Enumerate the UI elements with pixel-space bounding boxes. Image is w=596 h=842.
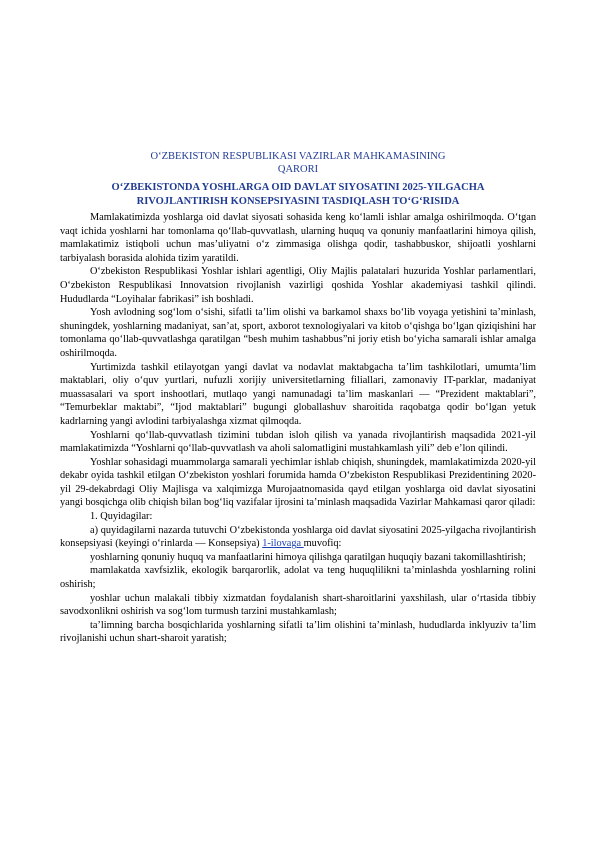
paragraph: Yoshlar sohasidagi muammolarga samarali yechimlar ishlab chiqish, shuningdek, mamlakatimizda 2020-yil dekabr oyida tashkil etilgan O‘zbekiston yoshlari forumida hamda O‘zbekiston Respublikasi Prezidentining 2020-yil 29-dekabrdagi Oliy Majlisga va xalqimizga Murojaatnomasida qayd etilgan yoshlarga oid davlat siyosatini yangi bosqichga olib chiqish bilan bog‘liq vazifalar ijrosini ta’minlash maqsadida Vazirlar Mahkamasi qaror qiladi: xyxy=(60,456,536,509)
item-a-tail: muvofiq: xyxy=(303,538,342,550)
header-issuer: O‘ZBEKISTON RESPUBLIKASI VAZIRLAR MAHKAMASINING xyxy=(150,151,446,162)
list-heading: 1. Quyidagilar: xyxy=(90,511,153,523)
sub-list-item: yoshlar uchun malakali tibbiy xizmatdan foydalanish shart-sharoitlarini yaxshilash, ular o‘rtasida tibbiy savodxonlikni oshirish va sog‘lom turmush tarzini mustahkamlash; xyxy=(60,592,536,618)
sub-list-item: ta’limning barcha bosqichlarida yoshlarning sifatli ta’lim olishini ta’minlash, hududlarda inklyuziv ta’lim rivojlanishi uchun shart-sharoit yaratish; xyxy=(60,619,536,645)
paragraph: Mamlakatimizda yoshlarga oid davlat siyosati sohasida keng ko‘lamli ishlar amalga oshirilmoqda. O‘tgan vaqt ichida yoshlarni har tomonlama qo‘llab-quvvatlash, ularning huquq va qonuniy manfaatlarini himoya qilish, mamlakatimiz istiqboli uchun mas’uliyatni o‘z zimmasiga olishga qodir, tashabbuskor, shijoatli yoshlarni tarbiyalash borasida alohida tizim yaratildi. xyxy=(60,212,536,264)
sub-list-item: yoshlarning qonuniy huquq va manfaatlarini himoya qilishga qaratilgan huquqiy bazani takomillashtirish; xyxy=(90,551,526,563)
document-title xyxy=(60,181,536,208)
document-body xyxy=(60,211,536,646)
sub-list-item: mamlakatda xavfsizlik, ekologik barqarorlik, adolat va teng huquqlilikni ta’minlashda yoshlarning rolini oshirish; xyxy=(60,565,536,591)
annex-link[interactable]: 1-ilovaga xyxy=(262,538,304,550)
paragraph: Yoshlarni qo‘llab-quvvatlash tizimini tubdan isloh qilish va yanada rivojlantirish maqsadida 2021-yil mamlakatimizda “Yoshlarni qo‘llab-quvvatlash va aholi salomatligini mustahkamlash yili” deb e’lon qilindi. xyxy=(60,429,536,455)
header-doc-type: QARORI xyxy=(277,164,319,175)
document-header xyxy=(60,150,536,176)
paragraph: Yosh avlodning sog‘lom o‘sishi, sifatli ta’lim olishi va barkamol shaxs bo‘lib voyaga yetishini ta’minlash, shuningdek, yoshlarning madaniyat, san’at, sport, axborot texnologiyalari va kitob o‘qishga bo‘lgan qiziqishini har tomonlama qo‘llab-quvvatlashga qaratilgan “besh muhim tashabbus”ni joriy etish bo‘yicha samarali ishlar amalga oshirilmoqda. xyxy=(60,307,536,359)
list-item-a xyxy=(60,524,536,551)
paragraph: Yurtimizda tashkil etilayotgan yangi davlat va nodavlat maktabgacha ta’lim tashkilotlari, umumta’lim maktablari, oliy o‘quv yurtlari, nufuzli xorijiy universitetlarning filiallari, zamonaviy IT-parklar, madaniyat muassasalari va sport inshootlari, mutlaqo yangi namunadagi ta’lim maskanlari — “Prezident maktablari”, “Temurbeklar maktabi”, “Ijod maktablari” bugungi globallashuv sharoitida raqobatga qodir bo‘lgan yetuk kadrlarning yangi avlodini tarbiyalashga xizmat qilmoqda. xyxy=(60,361,536,427)
title-line-2: RIVOJLANTIRISH KONSEPSIYASINI TASDIQLASH TO‘G‘RISIDA xyxy=(136,195,460,207)
paragraph: O‘zbekiston Respublikasi Yoshlar ishlari agentligi, Oliy Majlis palatalari huzurida Yoshlar parlamentlari, O‘zbekiston Respublikasi Innovatsion rivojlanish vazirligi qoshida Yoshlar akademiyasi tashkil qilindi. Hududlarda “Loyihalar fabrikasi” ish boshladi. xyxy=(60,266,536,305)
item-a-text: a) quyidagilarni nazarda tutuvchi O‘zbekistonda yoshlarga oid davlat siyosatini 2025-yilgacha rivojlantirish konsepsiyasi (keyingi o‘rinlarda — Konsepsiya) xyxy=(60,524,536,550)
title-line-1: O‘ZBEKISTONDA YOSHLARGA OID DAVLAT SIYOSATINI 2025-YILGACHA xyxy=(111,182,485,193)
